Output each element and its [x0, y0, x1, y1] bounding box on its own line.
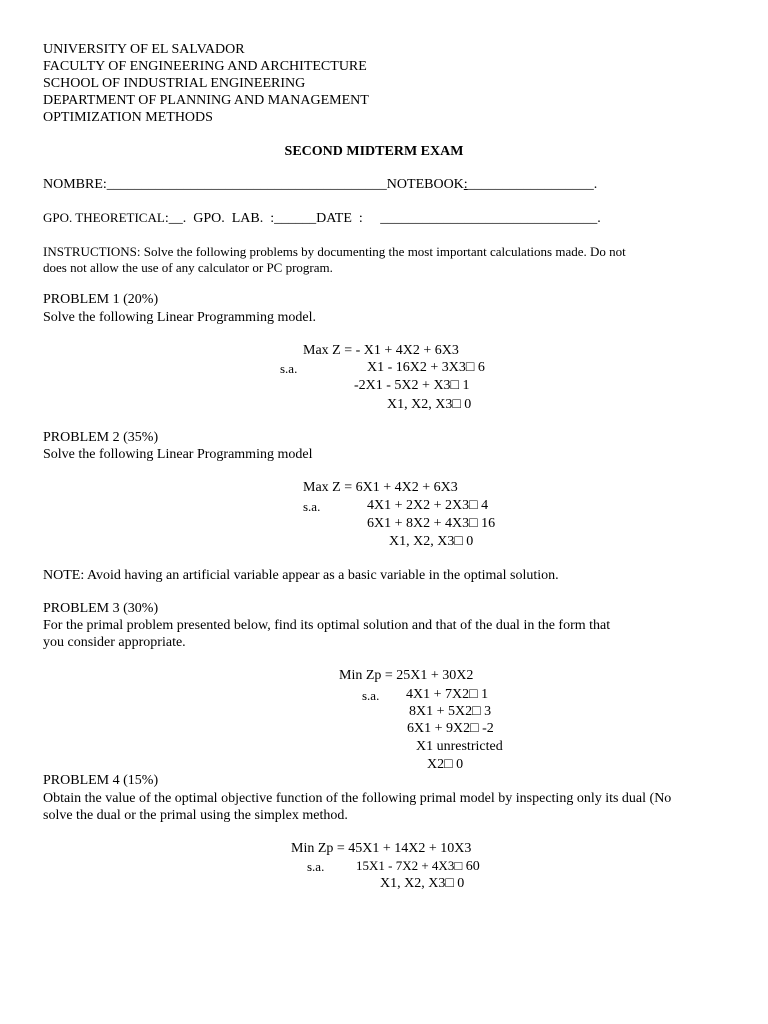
problem-2-sa: s.a. [303, 499, 321, 514]
problem-2-constraint-1: 4X1 + 2X2 + 2X3□ 4 [367, 498, 489, 513]
problem-3-constraint-1: 4X1 + 7X2□ 1 [406, 687, 489, 702]
course-name: OPTIMIZATION METHODS [43, 110, 213, 125]
gpo-lab-blank[interactable]: ______ [274, 211, 317, 226]
problem-3-heading: PROBLEM 3 (30%) [43, 601, 159, 616]
university-name: UNIVERSITY OF EL SALVADOR [43, 42, 245, 57]
date-blank[interactable]: _______________________________. [380, 211, 601, 226]
problem-1-sa: s.a. [280, 361, 298, 376]
gpo-theoretical-label: GPO. THEORETICAL [43, 210, 165, 225]
problem-2-note: NOTE: Avoid having an artificial variable appear as a basic variable in the optimal solution. [43, 568, 559, 583]
instructions-line-1: INSTRUCTIONS: Solve the following problems by documenting the most important calculations made. Do not [43, 244, 626, 259]
problem-3-statement-1: For the primal problem presented below, find its optimal solution and that of the dual in the form that [43, 618, 611, 633]
problem-3-sa: s.a. [362, 688, 380, 703]
problem-3-objective: Min Zp = 25X1 + 30X2 [339, 668, 474, 683]
problem-2-nonnegativity: X1, X2, X3□ 0 [389, 534, 474, 549]
problem-4-constraint-1 [356, 857, 480, 875]
school-name: SCHOOL OF INDUSTRIAL ENGINEERING [43, 76, 306, 91]
problem-3-nonnegativity: X2□ 0 [427, 757, 464, 772]
problem-4-constraint-1-lhs: 15X1 - 7X2 + 4X3□ [356, 858, 463, 873]
gpo-lab-label: GPO. LAB. : [193, 211, 275, 226]
problem-4-statement-2: solve the dual or the primal using the simplex method. [43, 808, 348, 823]
problem-3-constraint-2: 8X1 + 5X2□ 3 [409, 704, 492, 719]
faculty-name: FACULTY OF ENGINEERING AND ARCHITECTURE [43, 59, 367, 74]
problem-4-statement-1: Obtain the value of the optimal objective function of the following primal model by inspecting only its dual (No [43, 791, 672, 806]
gpo-theoretical-blank[interactable]: :__. [164, 211, 187, 226]
problem-1-objective: Max Z = - X1 + 4X2 + 6X3 [303, 343, 459, 358]
nombre-row [43, 176, 597, 193]
problem-2-constraint-2: 6X1 + 8X2 + 4X3□ 16 [367, 516, 496, 531]
group-date-row [43, 209, 601, 227]
problem-1-statement: Solve the following Linear Programming model. [43, 310, 316, 325]
problem-1-constraint-1: X1 - 16X2 + 3X3□ 6 [367, 360, 485, 375]
problem-4-heading: PROBLEM 4 (15%) [43, 773, 159, 788]
notebook-colon: : [463, 177, 468, 192]
problem-1-constraint-2: -2X1 - 5X2 + X3□ 1 [354, 378, 470, 393]
problem-4-objective: Min Zp = 45X1 + 14X2 + 10X3 [291, 841, 472, 856]
problem-1-heading: PROBLEM 1 (20%) [43, 292, 159, 307]
problem-2-statement: Solve the following Linear Programming model [43, 447, 313, 462]
notebook-blank[interactable]: __________________. [467, 177, 598, 192]
problem-3-unrestricted: X1 unrestricted [416, 739, 503, 754]
date-label: DATE : [316, 211, 363, 226]
nombre-blank[interactable]: ________________________________________ [106, 177, 387, 192]
problem-4-nonnegativity: X1, X2, X3□ 0 [380, 876, 465, 891]
problem-3-statement-2: you consider appropriate. [43, 635, 186, 650]
department-name: DEPARTMENT OF PLANNING AND MANAGEMENT [43, 93, 369, 108]
notebook-label: NOTEBOOK [386, 177, 464, 192]
problem-2-objective: Max Z = 6X1 + 4X2 + 6X3 [303, 480, 458, 495]
problem-2-heading: PROBLEM 2 (35%) [43, 430, 159, 445]
problem-4-sa: s.a. [307, 859, 325, 874]
problem-4-constraint-1-rhs: 60 [462, 859, 480, 874]
problem-3-constraint-3: 6X1 + 9X2□ -2 [407, 721, 494, 736]
nombre-label: NOMBRE: [43, 177, 107, 192]
problem-1-nonnegativity: X1, X2, X3□ 0 [387, 397, 472, 412]
exam-title: SECOND MIDTERM EXAM [284, 144, 464, 159]
instructions-line-2: does not allow the use of any calculator or PC program. [43, 260, 333, 275]
